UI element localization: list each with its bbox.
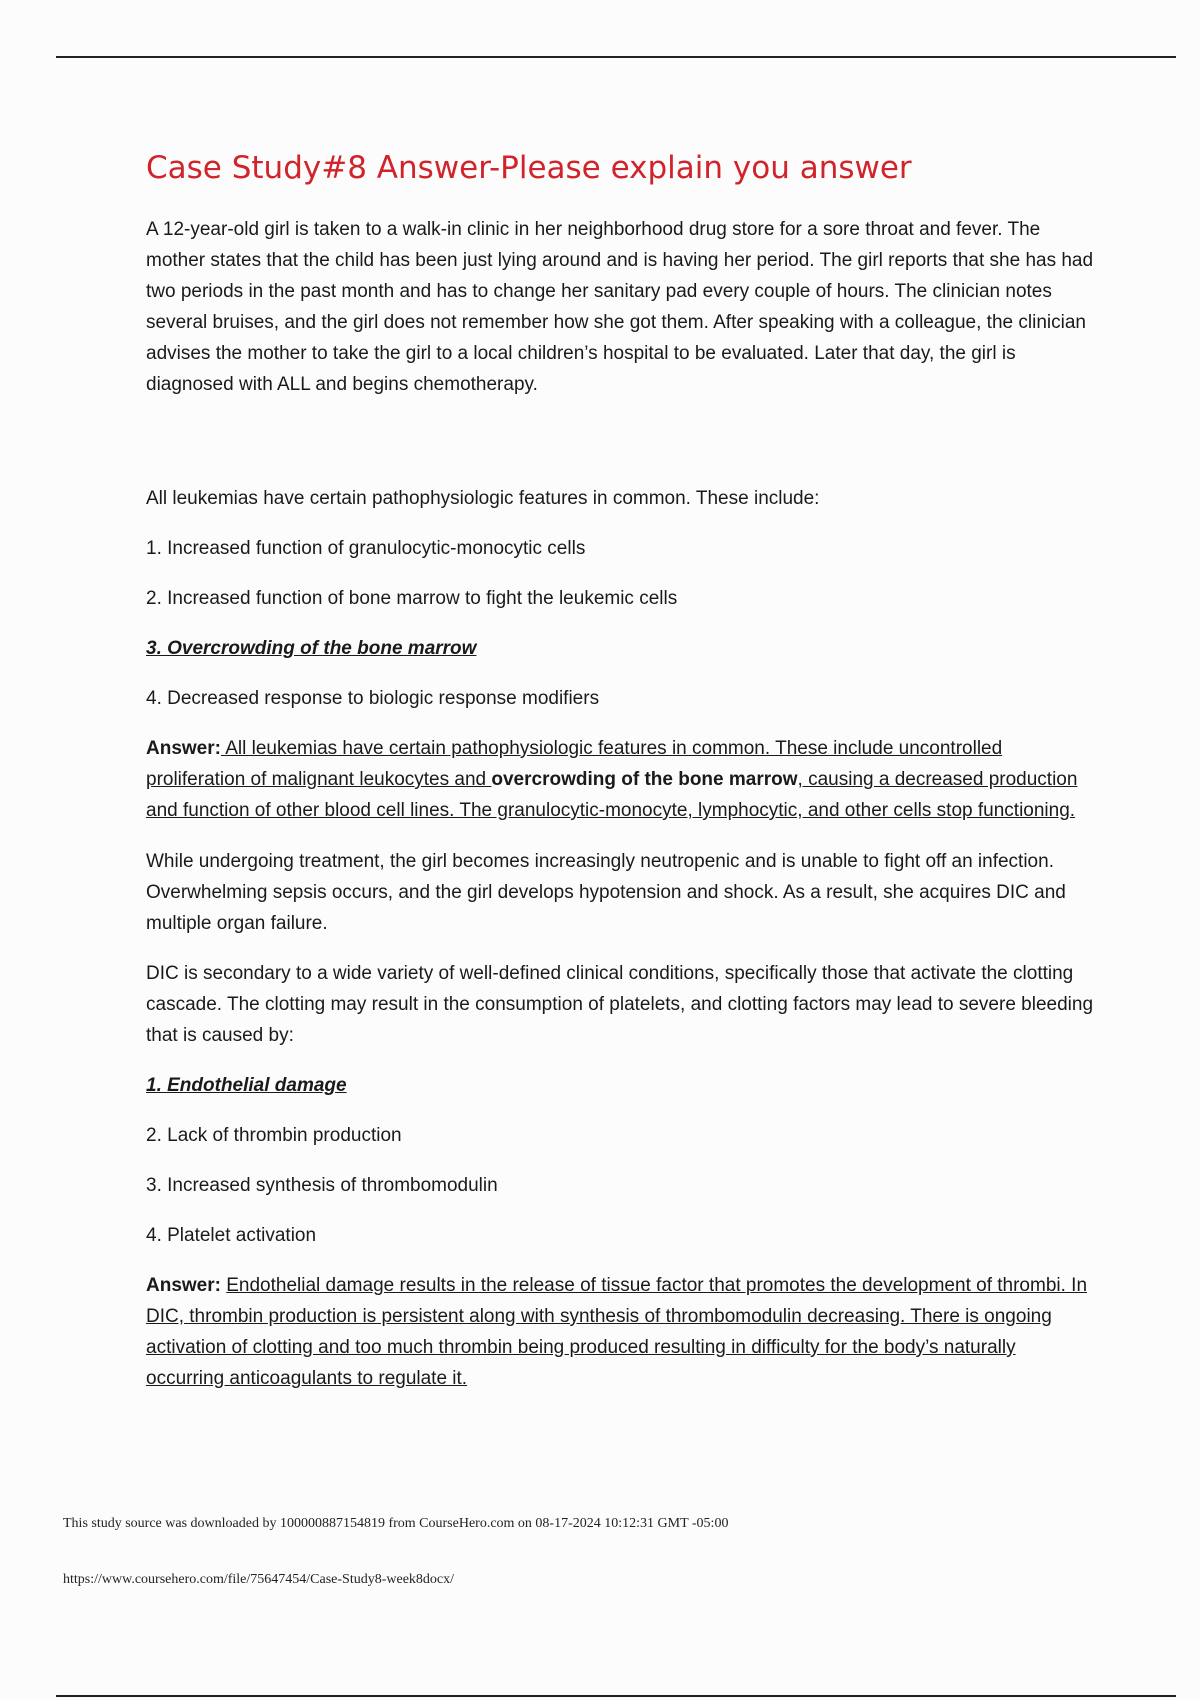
answer-text-part1: All leukemias have certain pathophysiologic features in common. These include uncontrolled proliferation of malignant leukocytes and (146, 738, 1003, 790)
q2-option-3: 3. Increased synthesis of thrombomodulin (146, 1175, 498, 1196)
answer-text-bold: overcrowding of the bone marrow (491, 769, 798, 790)
question-2-answer (146, 1270, 1096, 1394)
q1-option-2: 2. Increased function of bone marrow to fight the leukemic cells (146, 588, 678, 609)
answer-label: Answer: (146, 738, 221, 759)
download-source-notice: This study source was downloaded by 100000887154819 from CourseHero.com on 08-17-2024 10:12:31 GMT -05:00 (63, 1516, 729, 1531)
q1-option-1: 1. Increased function of granulocytic-monocytic cells (146, 538, 586, 559)
answer-text: Endothelial damage results in the release of tissue factor that promotes the development of thrombi. In DIC, thrombin production is persistent along with synthesis of thrombomodulin decreasing. There is ongoing activation of clotting and too much thrombin being produced resulting in difficulty for the body’s naturally occurring anticoagulants to regulate it. (146, 1275, 1088, 1389)
question-1-answer (146, 733, 1096, 826)
source-url[interactable]: https://www.coursehero.com/file/75647454/Case-Study8-week8docx/ (63, 1572, 455, 1587)
page-title: Case Study#8 Answer-Please explain you answer (146, 150, 912, 186)
document-body (146, 148, 1096, 1414)
q1-option-4: 4. Decreased response to biologic response modifiers (146, 688, 600, 709)
bottom-rule (56, 1695, 1176, 1697)
q2-option-4: 4. Platelet activation (146, 1225, 317, 1246)
answer-text-part2: , causing a decreased production and function of other blood cell lines. The granulocytic-monocyte, lymphocytic, and other cells stop functioning. (146, 769, 1078, 821)
q2-option-1-correct: 1. Endothelial damage (146, 1075, 347, 1096)
case-scenario: A 12-year-old girl is taken to a walk-in clinic in her neighborhood drug store for a sore throat and fever. The mother states that the child has been just lying around and is having her period. The girl reports that she has had two periods in the past month and has to change her sanitary pad every couple of hours. The clinician notes several bruises, and the girl does not remember how she got them. After speaking with a colleague, the clinician advises the mother to take the girl to a local children’s hospital to be evaluated. Later that day, the girl is diagnosed with ALL and begins chemotherapy. (146, 219, 1094, 395)
q1-option-3-correct: 3. Overcrowding of the bone marrow (146, 638, 477, 659)
q2-option-2: 2. Lack of thrombin production (146, 1125, 402, 1146)
spacer (146, 419, 1096, 483)
transition-paragraph: While undergoing treatment, the girl becomes increasingly neutropenic and is unable to fight off an infection. Overwhelming sepsis occurs, and the girl develops hypotension and shock. As a result, she acquires DIC and multiple organ failure. (146, 851, 1066, 934)
answer-label: Answer: (146, 1275, 221, 1296)
question-2-prompt: DIC is secondary to a wide variety of well-defined clinical conditions, specifically those that activate the clotting cascade. The clotting may result in the consumption of platelets, and clotting factors may lead to severe bleeding that is caused by: (146, 963, 1094, 1046)
top-rule (56, 56, 1176, 58)
question-1-prompt: All leukemias have certain pathophysiologic features in common. These include: (146, 488, 820, 509)
